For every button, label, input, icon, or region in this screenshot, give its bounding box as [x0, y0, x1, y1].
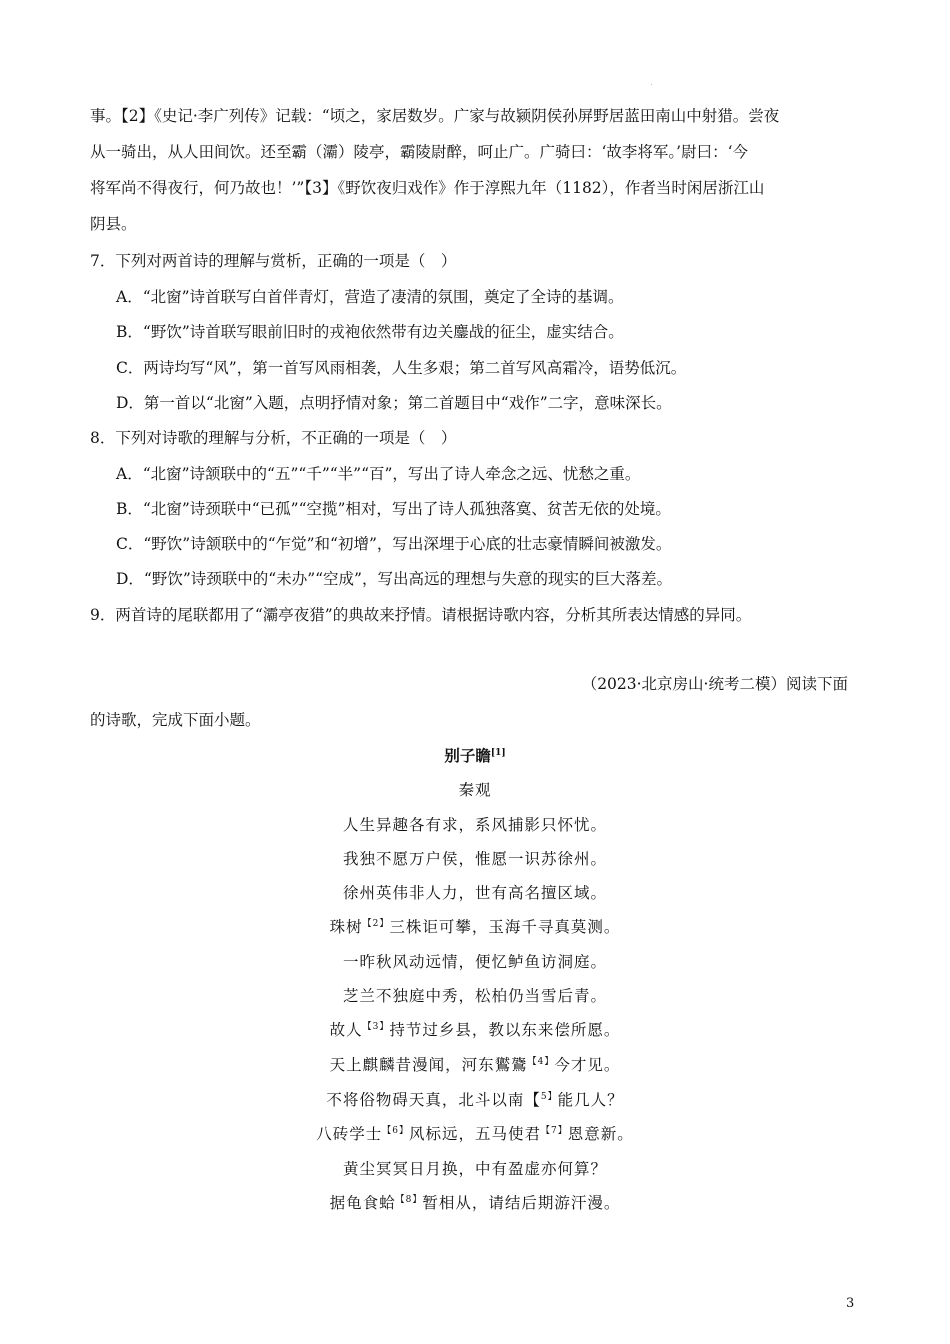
poem-footnote-marker: 【8】 — [395, 1195, 423, 1205]
poem-title — [0, 741, 950, 771]
question-7-option-b: B．“野饮”诗首联写眼前旧时的戎袍依然带有边关鏖战的征尘，虚实结合。 — [116, 323, 624, 341]
poem-line-text: 人生异趣各有求，系风捕影只怀忧。 — [342, 816, 607, 834]
poem-footnote-marker: 5】 — [540, 1092, 558, 1102]
intro-line-3: 将军尚不得夜行，何乃故也！’”【3】《野饮夜归戏作》作于淳熙九年（1182），作者当时闲居浙江山 — [90, 179, 765, 197]
poem-line — [0, 1015, 950, 1045]
page-number: 3 — [846, 1296, 855, 1311]
poem-footnote-marker: 【3】 — [362, 1022, 390, 1032]
poem-line-text: 我独不愿万户侯，惟愿一识苏徐州。 — [342, 850, 607, 868]
poem-line — [0, 912, 950, 942]
poem-line — [0, 981, 950, 1011]
question-8-stem: 8．下列对诗歌的理解与分析，不正确的一项是（ ） — [90, 429, 457, 447]
question-8-option-c: C．“野饮”诗颔联中的“乍觉”和“初增”，写出深埋于心底的壮志豪情瞬间被激发。 — [116, 535, 672, 553]
poem-line-text: 珠树 — [329, 918, 363, 936]
poem-line-text: 恩意新。 — [567, 1125, 634, 1143]
question-8-option-b: B．“北窗”诗颈联中“已孤”“空揽”相对，写出了诗人孤独落寞、贫苦无依的处境。 — [116, 500, 671, 518]
poem-footnote-marker: 【6】 — [382, 1126, 409, 1136]
poem-line-text: 不将俗物碍天真，北斗以南【 — [326, 1091, 541, 1109]
poem-footnote-marker: 【7】 — [541, 1126, 568, 1136]
poem-line — [0, 810, 950, 840]
poem-line-text: 八砖学士 — [316, 1125, 383, 1143]
source-note-continued: 的诗歌，完成下面小题。 — [90, 711, 261, 729]
poem-line-text: 今才见。 — [554, 1056, 621, 1074]
poem-title-text: 别子瞻 — [444, 746, 491, 765]
source-note: （2023·北京房山·统考二模）阅读下面 — [581, 675, 848, 693]
poem-line — [0, 1085, 950, 1115]
poem-line — [0, 1154, 950, 1184]
poem-line — [0, 844, 950, 874]
poem-line — [0, 878, 950, 908]
poem-title-footnote: [1] — [490, 748, 506, 758]
intro-line-2: 从一骑出，从人田间饮。还至霸（灞）陵亭，霸陵尉醉，呵止广。广骑曰：‘故李将军。’尉曰：‘今 — [90, 143, 749, 161]
poem-line-text: 风标远，五马使君 — [408, 1125, 541, 1143]
poem-line-text: 持节过乡县，教以东来偿所愿。 — [389, 1021, 621, 1039]
question-7-option-c: C．两诗均写“风”，第一首写风雨相袭，人生多艰；第二首写风高霜冷，语势低沉。 — [116, 359, 687, 377]
question-8-option-a: A．“北窗”诗颔联中的“五”“千”“半”“百”，写出了诗人牵念之远、忧愁之重。 — [116, 465, 641, 483]
scan-dot — [651, 84, 652, 85]
poem-line-text: 徐州英伟非人力，世有高名擅区域。 — [342, 884, 607, 902]
poem-line-text: 天上麒麟昔漫闻，河东鸑鷟 — [329, 1056, 528, 1074]
poem-line-text: 据龟食蛤 — [329, 1194, 396, 1212]
question-7-stem: 7．下列对两首诗的理解与赏析，正确的一项是（ ） — [90, 252, 457, 270]
poem-line-text: 三株讵可攀，玉海千寻真莫测。 — [389, 918, 621, 936]
poem-footnote-marker: 【4】 — [527, 1057, 555, 1067]
poem-line-text: 黄尘冥冥日月换，中有盈虚亦何算？ — [342, 1160, 607, 1178]
poem-author: 秦观 — [458, 781, 492, 799]
poem-line — [0, 1119, 950, 1149]
poem-line-text: 芝兰不独庭中秀，松柏仍当雪后青。 — [342, 987, 607, 1005]
poem-line — [0, 1188, 950, 1218]
poem-line — [0, 1050, 950, 1080]
poem-line-text: 暂相从，请结后期游汗漫。 — [422, 1194, 621, 1212]
question-9: 9．两首诗的尾联都用了“灞亭夜猎”的典故来抒情。请根据诗歌内容，分析其所表达情感的异同。 — [90, 606, 752, 624]
poem-footnote-marker: 【2】 — [362, 919, 390, 929]
intro-line-4: 阴县。 — [90, 215, 137, 233]
poem-line — [0, 947, 950, 977]
question-8-option-d: D．“野饮”诗颈联中的“未办”“空成”，写出高远的理想与失意的现实的巨大落差。 — [116, 570, 672, 588]
poem-line-text: 故人 — [329, 1021, 363, 1039]
question-7-option-a: A．“北窗”诗首联写白首伴青灯，营造了凄清的氛围，奠定了全诗的基调。 — [116, 288, 624, 306]
poem-line-text: 一昨秋风动远情，便忆鲈鱼访洞庭。 — [342, 953, 607, 971]
poem-line-text: 能几人？ — [557, 1091, 624, 1109]
question-7-option-d: D．第一首以“北窗”入题，点明抒情对象；第二首题目中“戏作”二字，意味深长。 — [116, 394, 672, 412]
intro-line-1: 事。【2】《史记·李广列传》记载：“顷之，家居数岁。广家与故颍阴侯孙屏野居蓝田南山中射猎。尝夜 — [90, 107, 780, 125]
